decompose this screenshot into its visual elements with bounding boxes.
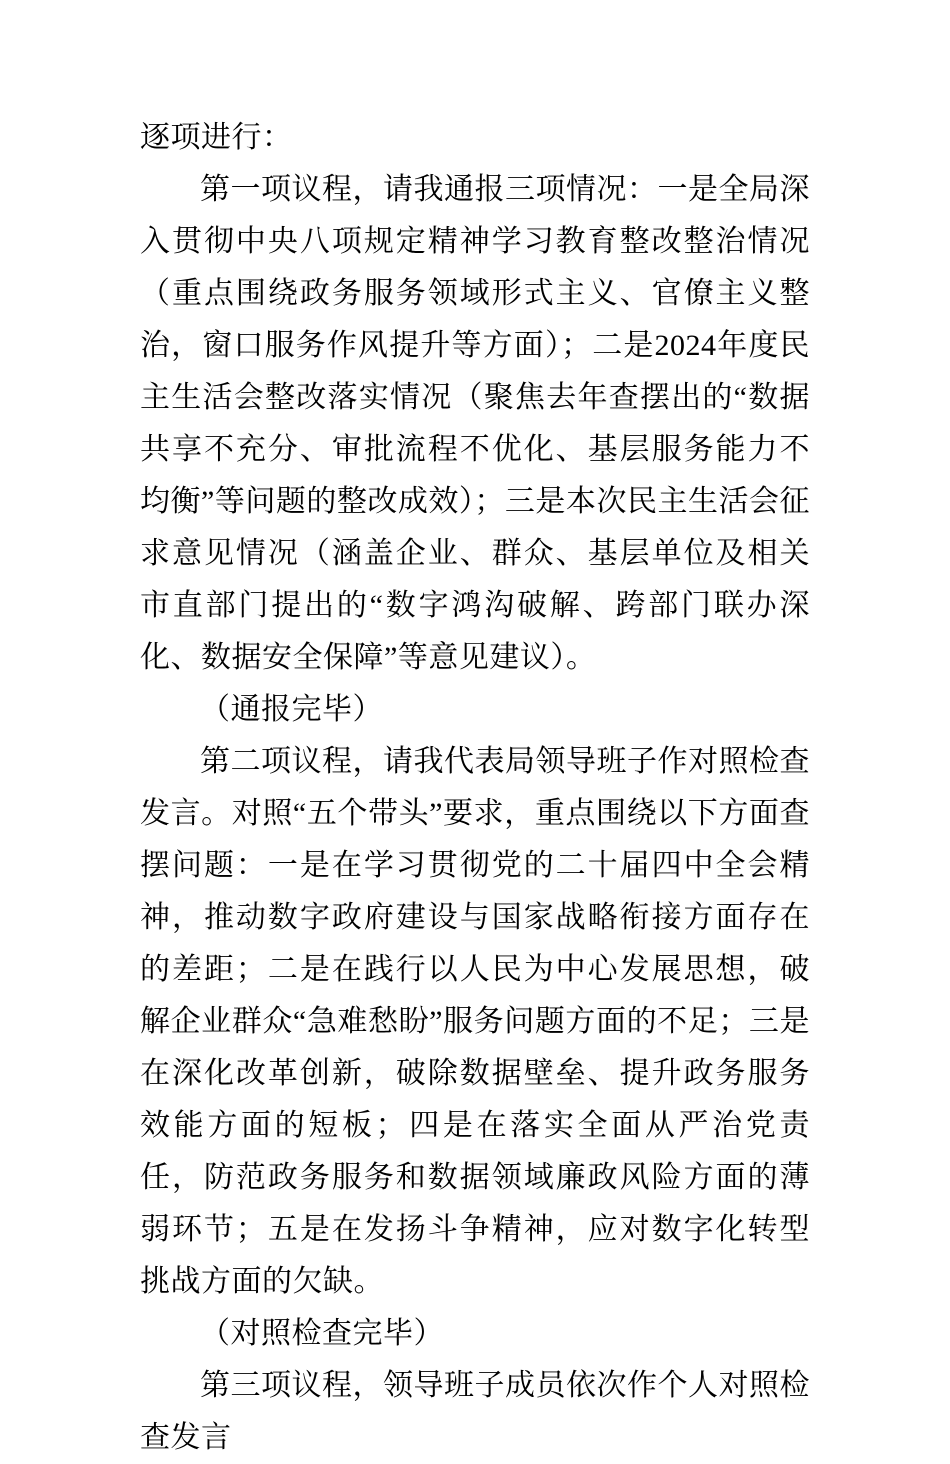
paragraph: （对照检查完毕） xyxy=(200,1317,444,1350)
paragraph: （通报完毕） xyxy=(200,693,383,726)
paragraph: 第一项议程，请我通报三项情况：一是全局深入贯彻中央八项规定精神学习教育整改整治情况（重点围绕政务服务领域形式主义、官僚主义整治，窗口服务作风提升等方面）；二是2024年度民主生活会整改落实情况（聚焦去年查摆出的“数据共享不充分、审批流程不优化、基层服务能力不均衡”等问题的整改成效）；三是本次民主生活会征求意见情况（涵盖企业、群众、基层单位及相关市直部门提出的“数字鸿沟破解、跨部门联办深化、数据安全保障”等意见建议）。 xyxy=(140,173,810,674)
document-body xyxy=(140,112,810,1464)
paragraph: 第三项议程，领导班子成员依次作个人对照检查发言 xyxy=(140,1369,810,1454)
paragraph: 第二项议程，请我代表局领导班子作对照检查发言。对照“五个带头”要求，重点围绕以下方面查摆问题：一是在学习贯彻党的二十届四中全会精神，推动数字政府建设与国家战略衔接方面存在的差距；二是在践行以人民为中心发展思想，破解企业群众“急难愁盼”服务问题方面的不足；三是在深化改革创新，破除数据壁垒、提升政务服务效能方面的短板；四是在落实全面从严治党责任，防范政务服务和数据领域廉政风险方面的薄弱环节；五是在发扬斗争精神，应对数字化转型挑战方面的欠缺。 xyxy=(140,745,810,1298)
paragraph: 逐项进行： xyxy=(140,121,293,154)
